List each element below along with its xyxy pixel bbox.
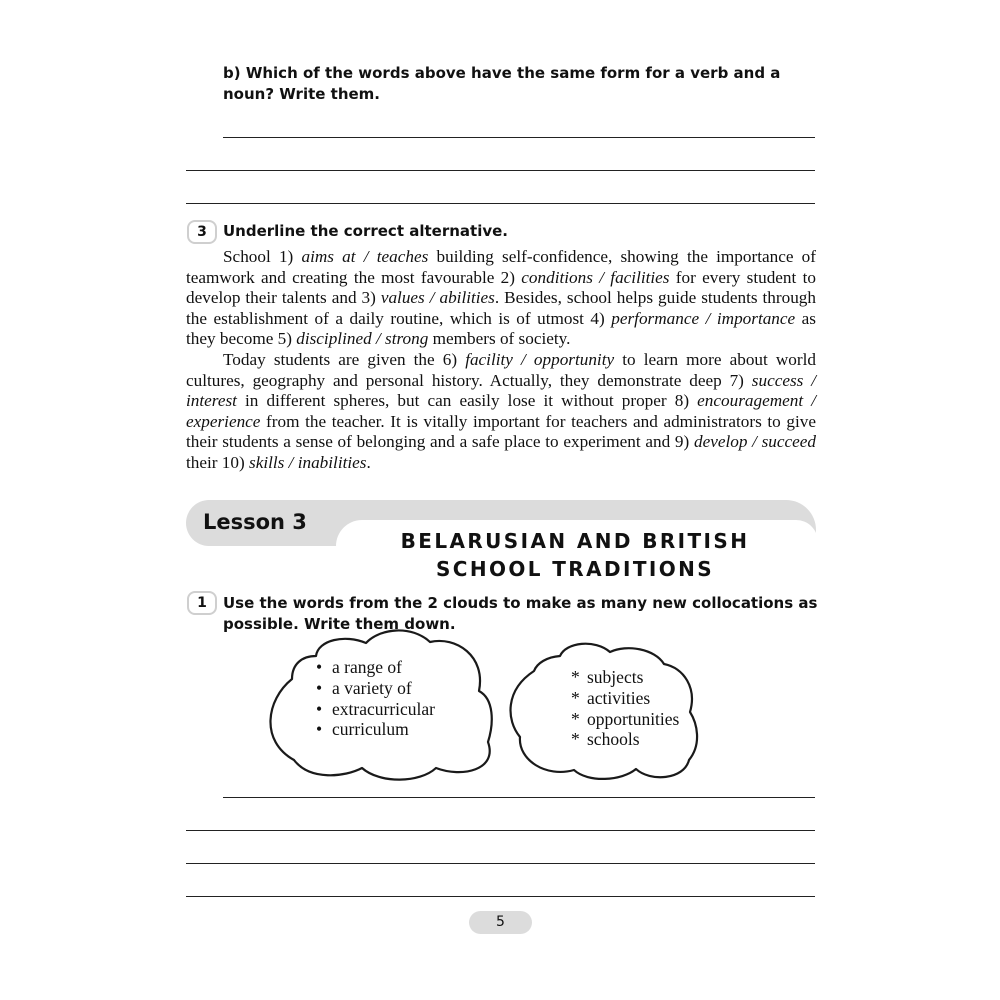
lesson-label: Lesson 3 <box>203 510 307 534</box>
exercise-3-title: Underline the correct alternative. <box>223 222 508 240</box>
answer-line <box>223 797 815 798</box>
lesson-title-line: SCHOOL TRADITIONS <box>435 557 715 581</box>
paragraph-1: School 1) aims at / teaches building self-confidence, showing the importance of teamwork and creating the most favourable 2) conditions / facilities for every student to develop their talents and 3) values / abilities. Besides, school helps guide students through the establishment of a daily routine, which is of utmost 4) performance / importance as they become 5) disciplined / strong members of society. <box>186 247 817 349</box>
answer-line <box>186 863 815 864</box>
cloud-left-list <box>316 657 435 740</box>
cloud-right-item: * opportunities <box>571 708 680 729</box>
answer-line <box>186 896 815 897</box>
cloud-left-item: • curriculum <box>316 719 409 740</box>
paragraph-2: Today students are given the 6) facility / opportunity to learn more about world cultures, geography and personal history. Actually, they demonstrate deep 7) success / interest in different spheres, but can easily lose it without proper 8) encouragement / experience from the teacher. It is vitally important for teachers and administrators to give their students a sense of belonging and a safe place to experiment and 9) develop / succeed their 10) skills / inabilities. <box>186 349 817 472</box>
page-number: 5 <box>469 911 532 934</box>
exercise-1-number: 1 <box>187 591 217 615</box>
exercise-1-title: Use the words from the 2 clouds to make as many new collocations as possible. Write them down. <box>223 594 818 633</box>
cloud-right-list <box>571 667 679 750</box>
exercise-3-number: 3 <box>187 220 217 244</box>
cloud-left-item: • a range of <box>316 657 402 677</box>
cloud-right-item: * activities <box>571 687 651 708</box>
lesson-title-line: BELARUSIAN AND BRITISH <box>400 529 750 553</box>
cloud-right-item: * subjects <box>571 667 644 687</box>
cloud-left-item: • extracurricular <box>316 698 435 719</box>
answer-line <box>186 830 815 831</box>
cloud-right-item: * schools <box>571 729 640 750</box>
cloud-left-item: • a variety of <box>316 677 412 698</box>
exercise-2b-prompt: b) Which of the words above have the same form for a verb and a noun? Write them. <box>223 64 781 103</box>
